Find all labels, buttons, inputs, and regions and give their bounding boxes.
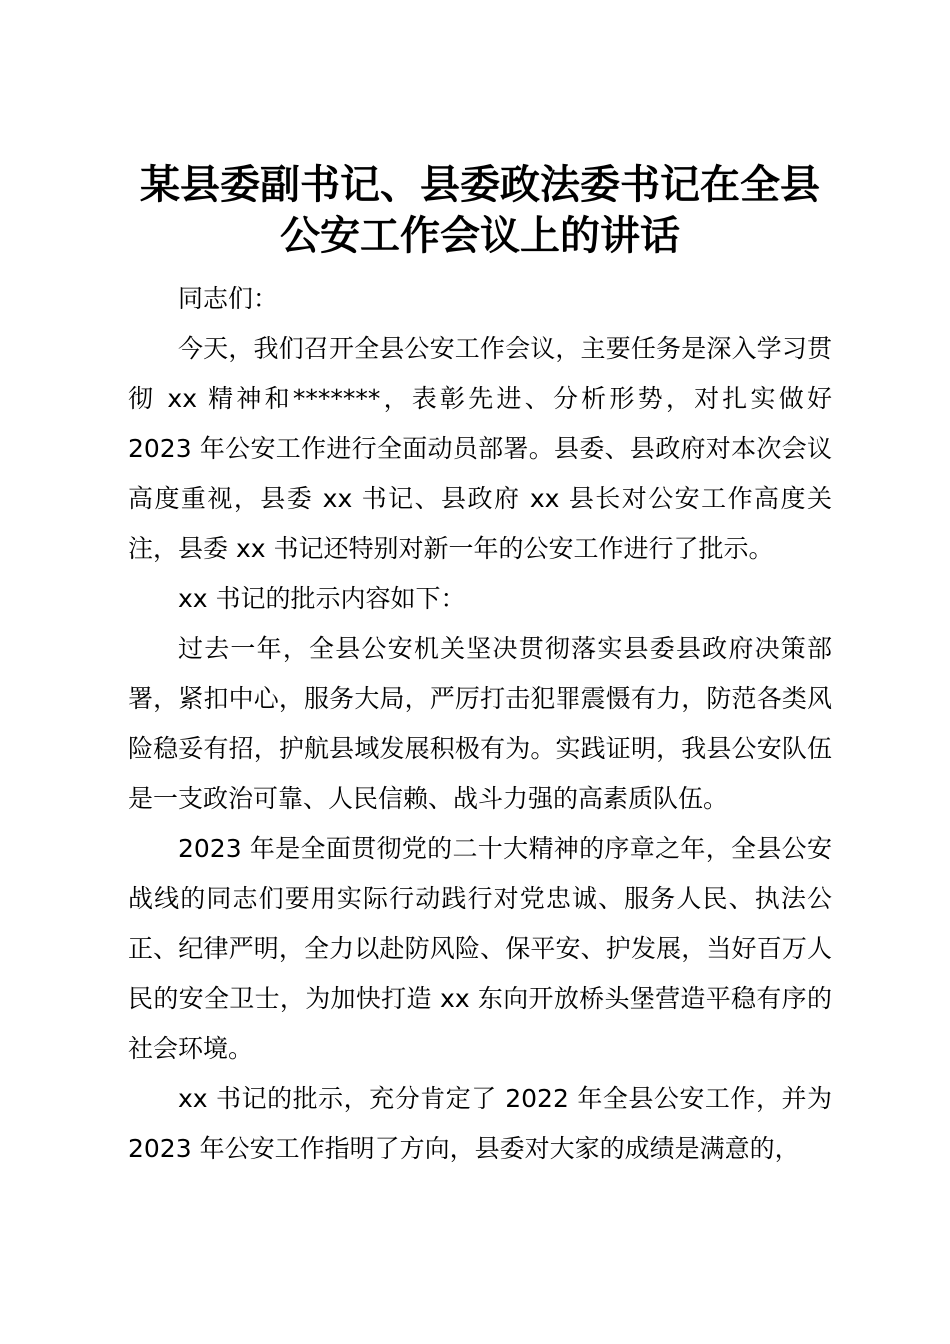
document-body [128,274,832,1174]
document-title-line-1: 某县委副书记、县委政法委书记在全县 [140,161,820,208]
paragraph-2: xx 书记的批示内容如下： [178,584,466,613]
paragraph-5: xx 书记的批示，充分肯定了 2022 年全县公安工作，并为 2023 年公安工作指明了方向，县委对大家的成绩是满意的， [128,1084,832,1163]
paragraph-3: 过去一年，全县公安机关坚决贯彻落实县委县政府决策部署，紧扣中心，服务大局，严厉打击犯罪震慑有力，防范各类风险稳妥有招，护航县域发展积极有为。实践证明，我县公安队伍是一支政治可靠、人民信赖、战斗力强的高素质队伍。 [128,634,832,813]
salutation: 同志们： [178,284,279,313]
document-title-line-2: 公安工作会议上的讲话 [280,212,680,259]
paragraph-4: 2023 年是全面贯彻党的二十大精神的序章之年，全县公安战线的同志们要用实际行动践行对党忠诚、服务人民、执法公正、纪律严明，全力以赴防风险、保平安、护发展，当好百万人民的安全卫士，为加快打造 xx 东向开放桥头堡营造平稳有序的社会环境。 [128,834,832,1063]
paragraph-1: 今天，我们召开全县公安工作会议，主要任务是深入学习贯彻 xx 精神和*******，表彰先进、分析形势，对扎实做好 2023 年公安工作进行全面动员部署。县委、县政府对本次会议高度重视，县委 xx 书记、县政府 xx 县长对公安工作高度关注，县委 xx 书记还特别对新一年的公安工作进行了批示。 [128,334,832,563]
